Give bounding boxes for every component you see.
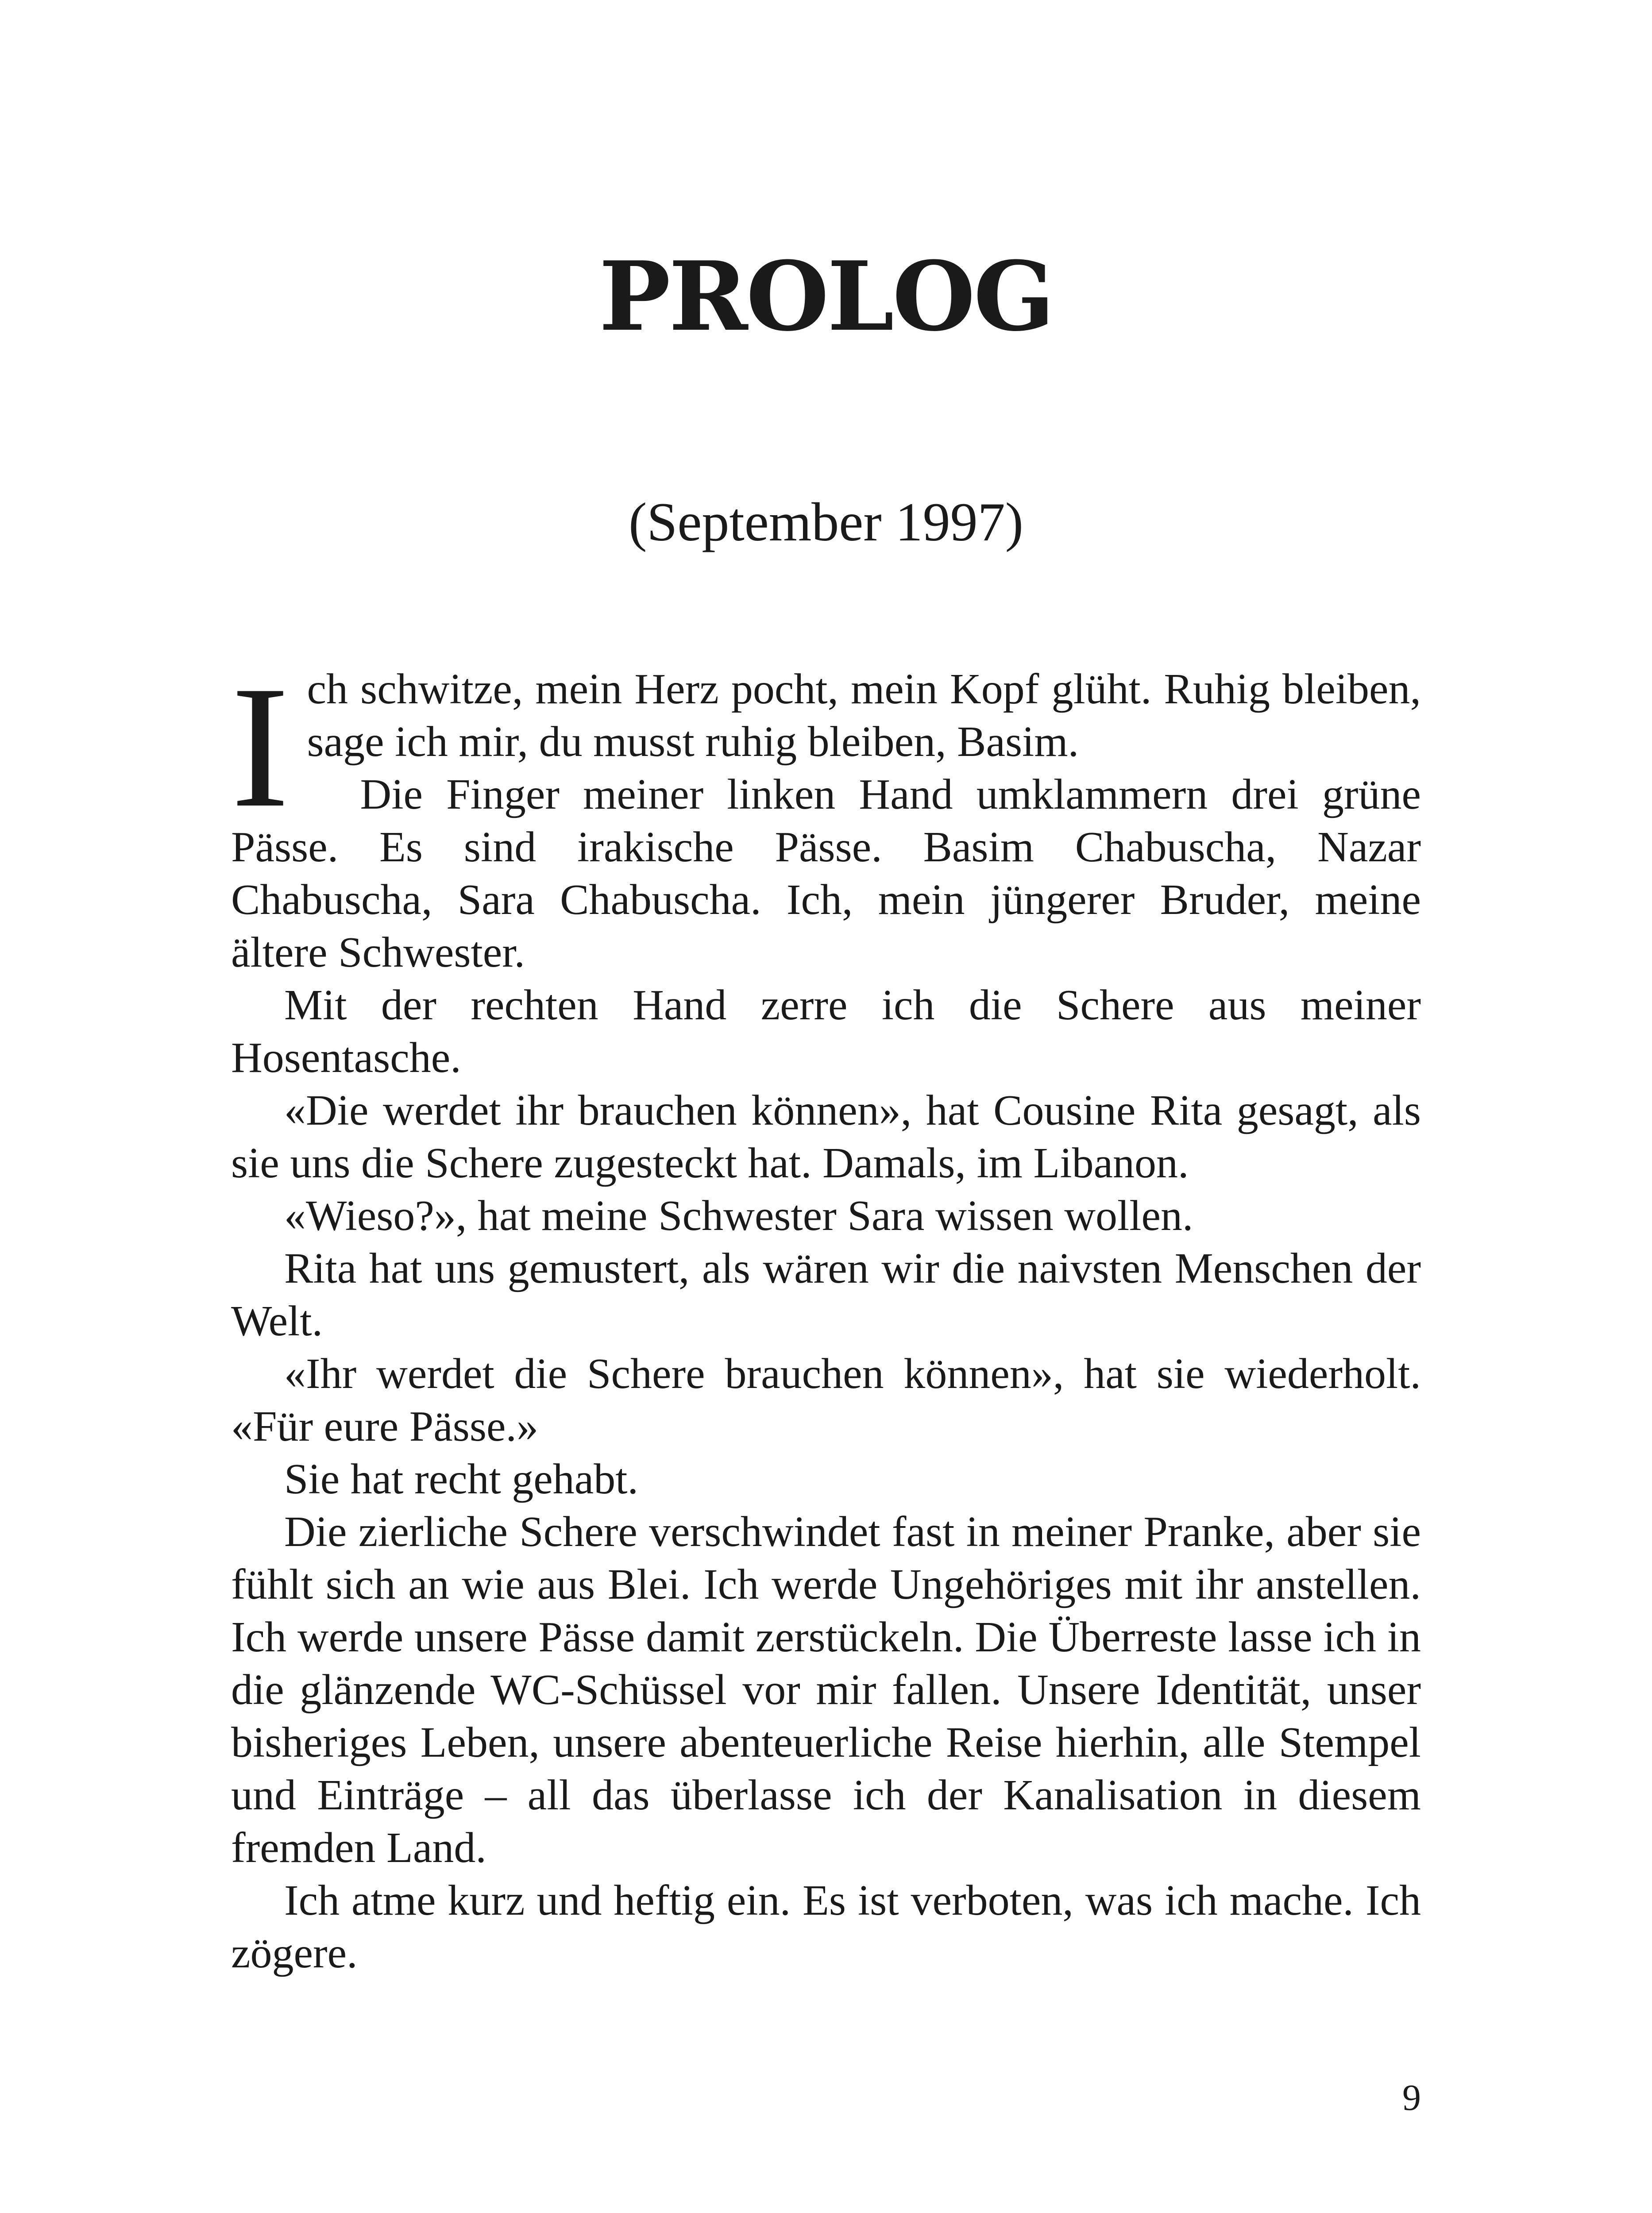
paragraph: Sie hat recht gehabt. [284, 1455, 639, 1503]
drop-cap: I [231, 650, 289, 844]
paragraph: Die Finger meiner linken Hand umklammern drei grüne Pässe. Es sind irakische Pässe. Basim Chabuscha, Nazar Chabuscha, Sara Chabuscha. Ich, mein jüngerer Bruder, meine ältere Schwester. [231, 771, 1421, 976]
paragraph: «Ihr werdet die Schere brauchen können», hat sie wiederholt. «Für eure Pässe.» [231, 1350, 1421, 1450]
paragraph: Mit der rechten Hand zerre ich die Schere aus meiner Hosentasche. [231, 981, 1421, 1082]
chapter-title: PROLOG [599, 240, 1053, 352]
paragraph-text: ch schwitze, mein Herz pocht, mein Kopf glüht. Ruhig bleiben, sage ich mir, du musst ruhig bleiben, Basim. [307, 665, 1421, 766]
page-number: 9 [1402, 2077, 1421, 2118]
paragraph: Ich atme kurz und heftig ein. Es ist verboten, was ich mache. Ich zögere. [231, 1877, 1421, 1977]
paragraph: «Die werdet ihr brauchen können», hat Cousine Rita gesagt, als sie uns die Schere zugesteckt hat. Damals, im Libanon. [231, 1087, 1421, 1187]
body-text [231, 650, 1421, 1980]
paragraph [231, 650, 1421, 844]
chapter-subtitle: (September 1997) [629, 492, 1023, 552]
paragraph: Die zierliche Schere verschwindet fast in meiner Pranke, aber sie fühlt sich an wie aus Blei. Ich werde Ungehöriges mit ihr anstellen. Ich werde unsere Pässe damit zerstückeln. Die Überreste lasse ich in die glänzende WC-Schüssel vor mir fallen. Unsere Identität, unser bisheriges Leben, unsere abenteuerliche Reise hierhin, alle Stempel und Einträge – all das überlasse ich der Kanalisation in diesem fremden Land. [231, 1508, 1421, 1872]
paragraph: Rita hat uns gemustert, als wären wir die naivsten Menschen der Welt. [231, 1245, 1421, 1345]
paragraph: «Wieso?», hat meine Schwester Sara wissen wollen. [284, 1192, 1193, 1240]
